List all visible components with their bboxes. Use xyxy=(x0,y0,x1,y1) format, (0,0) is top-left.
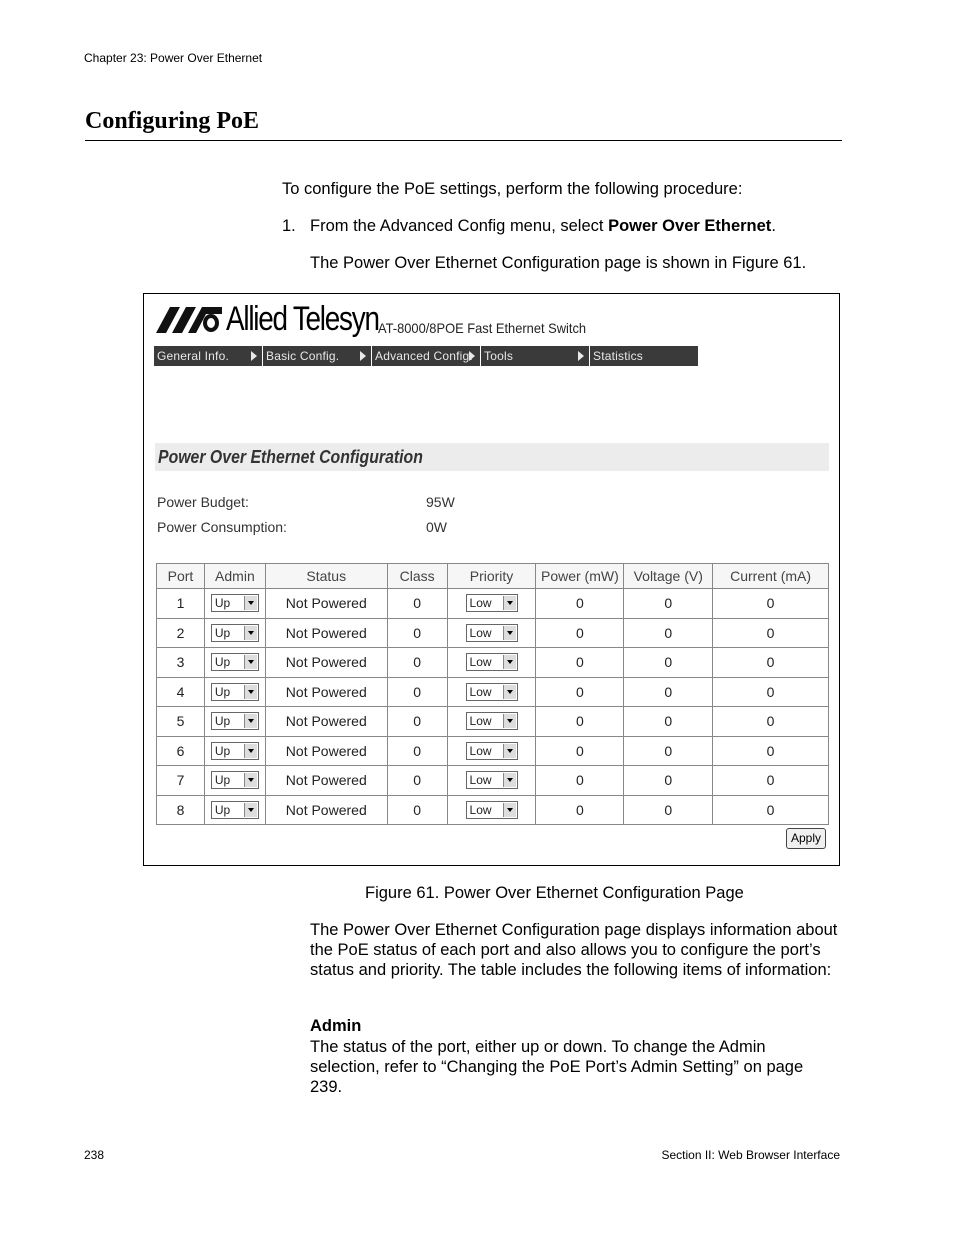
step-note: The Power Over Ethernet Configuration page is shown in Figure 61. xyxy=(310,254,807,272)
power-cell: 0 xyxy=(536,589,624,619)
table-row xyxy=(157,795,829,825)
table-row xyxy=(157,766,829,796)
status-cell: Not Powered xyxy=(265,589,387,619)
select-value: Up xyxy=(214,684,231,699)
chevron-down-icon xyxy=(503,655,516,669)
current-cell: 0 xyxy=(713,736,829,766)
col-header-admin: Admin xyxy=(204,564,265,589)
apply-button[interactable]: Apply xyxy=(786,828,826,849)
class-cell: 0 xyxy=(387,795,447,825)
chevron-down-icon xyxy=(503,803,516,817)
class-cell: 0 xyxy=(387,589,447,619)
port-cell: 6 xyxy=(157,736,205,766)
menu-label: Tools xyxy=(484,349,514,363)
current-cell: 0 xyxy=(713,618,829,648)
admin-select[interactable] xyxy=(211,801,259,819)
priority-select[interactable] xyxy=(466,594,518,612)
status-cell: Not Powered xyxy=(265,795,387,825)
admin-cell xyxy=(204,677,265,707)
select-value: Up xyxy=(214,714,231,729)
table-row xyxy=(157,707,829,737)
priority-cell xyxy=(447,707,536,737)
admin-cell xyxy=(204,618,265,648)
allied-telesyn-logo-icon xyxy=(156,307,222,333)
class-cell: 0 xyxy=(387,648,447,678)
class-cell: 0 xyxy=(387,766,447,796)
admin-cell xyxy=(204,648,265,678)
chevron-down-icon xyxy=(244,626,257,640)
arrow-right-icon xyxy=(469,351,475,361)
menu-basic-config[interactable] xyxy=(263,346,371,366)
admin-cell xyxy=(204,736,265,766)
switch-model: AT-8000/8POE Fast Ethernet Switch xyxy=(378,320,587,336)
col-header-power: Power (mW) xyxy=(536,564,624,589)
priority-cell xyxy=(447,795,536,825)
voltage-cell: 0 xyxy=(624,707,713,737)
chevron-down-icon xyxy=(503,714,516,728)
power-cell: 0 xyxy=(536,677,624,707)
menu-general-info[interactable] xyxy=(154,346,262,366)
chevron-down-icon xyxy=(244,596,257,610)
admin-select[interactable] xyxy=(211,742,259,760)
footer-section: Section II: Web Browser Interface xyxy=(661,1148,840,1162)
select-value: Low xyxy=(469,596,492,611)
class-cell: 0 xyxy=(387,618,447,648)
col-header-port: Port xyxy=(157,564,205,589)
current-cell: 0 xyxy=(713,589,829,619)
menu-advanced-config[interactable] xyxy=(372,346,480,366)
col-header-current: Current (mA) xyxy=(713,564,829,589)
status-cell: Not Powered xyxy=(265,618,387,648)
power-cell: 0 xyxy=(536,795,624,825)
arrow-right-icon xyxy=(360,351,366,361)
chevron-down-icon xyxy=(244,803,257,817)
table-row xyxy=(157,677,829,707)
voltage-cell: 0 xyxy=(624,736,713,766)
port-cell: 5 xyxy=(157,707,205,737)
admin-text: The status of the port, either up or down. To change the Admin selection, refer to “Changing the PoE Port’s Admin Setting” on page 239. xyxy=(310,1038,804,1096)
admin-cell xyxy=(204,766,265,796)
port-cell: 4 xyxy=(157,677,205,707)
priority-cell xyxy=(447,618,536,648)
current-cell: 0 xyxy=(713,795,829,825)
port-cell: 7 xyxy=(157,766,205,796)
section-title: Configuring PoE xyxy=(85,108,260,134)
power-cell: 0 xyxy=(536,648,624,678)
power-budget-label: Power Budget: xyxy=(157,494,249,510)
admin-select[interactable] xyxy=(211,771,259,789)
title-rule xyxy=(85,140,842,141)
admin-cell xyxy=(204,707,265,737)
power-budget-value: 95W xyxy=(426,494,455,510)
select-value: Low xyxy=(469,684,492,699)
step-text: From the Advanced Config menu, select Power Over Ethernet. xyxy=(310,217,776,235)
select-value: Low xyxy=(469,714,492,729)
class-cell: 0 xyxy=(387,677,447,707)
power-consumption-value: 0W xyxy=(426,519,447,535)
select-value: Up xyxy=(214,743,231,758)
menu-statistics[interactable] xyxy=(590,346,698,366)
select-value: Up xyxy=(214,596,231,611)
voltage-cell: 0 xyxy=(624,618,713,648)
select-value: Up xyxy=(214,625,231,640)
class-cell: 0 xyxy=(387,736,447,766)
col-header-voltage: Voltage (V) xyxy=(624,564,713,589)
admin-select[interactable] xyxy=(211,653,259,671)
current-cell: 0 xyxy=(713,707,829,737)
poe-port-table xyxy=(156,563,829,825)
admin-cell xyxy=(204,589,265,619)
select-value: Low xyxy=(469,743,492,758)
admin-select[interactable] xyxy=(211,712,259,730)
chapter-header: Chapter 23: Power Over Ethernet xyxy=(84,51,263,65)
priority-select[interactable] xyxy=(466,742,518,760)
priority-cell xyxy=(447,677,536,707)
chevron-down-icon xyxy=(503,626,516,640)
chevron-down-icon xyxy=(503,744,516,758)
admin-select[interactable] xyxy=(211,594,259,612)
priority-select[interactable] xyxy=(466,624,518,642)
port-cell: 8 xyxy=(157,795,205,825)
brand-name: Allied Telesyn xyxy=(226,300,379,338)
current-cell: 0 xyxy=(713,677,829,707)
table-row xyxy=(157,618,829,648)
voltage-cell: 0 xyxy=(624,648,713,678)
voltage-cell: 0 xyxy=(624,766,713,796)
port-cell: 2 xyxy=(157,618,205,648)
current-cell: 0 xyxy=(713,648,829,678)
table-row xyxy=(157,736,829,766)
page-title: Power Over Ethernet Configuration xyxy=(158,447,423,467)
priority-select[interactable] xyxy=(466,653,518,671)
chevron-down-icon xyxy=(503,596,516,610)
select-value: Up xyxy=(214,773,231,788)
power-consumption-label: Power Consumption: xyxy=(157,519,287,535)
priority-select[interactable] xyxy=(466,771,518,789)
port-cell: 3 xyxy=(157,648,205,678)
chevron-down-icon xyxy=(244,773,257,787)
menu-label: Statistics xyxy=(593,349,644,363)
priority-cell xyxy=(447,648,536,678)
select-value: Low xyxy=(469,655,492,670)
select-value: Low xyxy=(469,773,492,788)
chevron-down-icon xyxy=(244,685,257,699)
chevron-down-icon xyxy=(503,685,516,699)
power-cell: 0 xyxy=(536,766,624,796)
priority-select[interactable] xyxy=(466,683,518,701)
col-header-class: Class xyxy=(387,564,447,589)
table-row xyxy=(157,648,829,678)
port-cell: 1 xyxy=(157,589,205,619)
admin-heading: Admin xyxy=(310,1017,362,1035)
status-cell: Not Powered xyxy=(265,766,387,796)
status-cell: Not Powered xyxy=(265,677,387,707)
intro-text: To configure the PoE settings, perform the following procedure: xyxy=(282,180,743,198)
chevron-down-icon xyxy=(244,744,257,758)
admin-select[interactable] xyxy=(211,624,259,642)
menu-label: Basic Config. xyxy=(266,349,340,363)
select-value: Low xyxy=(469,802,492,817)
table-row xyxy=(157,589,829,619)
description-text: The Power Over Ethernet Configuration page displays information about the PoE status of each port and also allows you to configure the port’s status and priority. The table includes the following items of information: xyxy=(310,921,838,979)
menu-label: General Info. xyxy=(157,349,229,363)
priority-cell xyxy=(447,766,536,796)
priority-cell xyxy=(447,589,536,619)
status-cell: Not Powered xyxy=(265,707,387,737)
admin-select[interactable] xyxy=(211,683,259,701)
power-cell: 0 xyxy=(536,618,624,648)
status-cell: Not Powered xyxy=(265,736,387,766)
chevron-down-icon xyxy=(503,773,516,787)
admin-cell xyxy=(204,795,265,825)
col-header-priority: Priority xyxy=(447,564,536,589)
priority-select[interactable] xyxy=(466,801,518,819)
menu-tools[interactable] xyxy=(481,346,589,366)
priority-select[interactable] xyxy=(466,712,518,730)
arrow-right-icon xyxy=(578,351,584,361)
power-cell: 0 xyxy=(536,707,624,737)
chevron-down-icon xyxy=(244,714,257,728)
col-header-status: Status xyxy=(265,564,387,589)
status-cell: Not Powered xyxy=(265,648,387,678)
page-number: 238 xyxy=(84,1148,105,1162)
voltage-cell: 0 xyxy=(624,677,713,707)
current-cell: 0 xyxy=(713,766,829,796)
table-header-row xyxy=(157,564,829,589)
figure-caption: Figure 61. Power Over Ethernet Configuration Page xyxy=(365,884,744,902)
voltage-cell: 0 xyxy=(624,589,713,619)
class-cell: 0 xyxy=(387,707,447,737)
main-menu xyxy=(154,346,698,366)
step-number: 1. xyxy=(282,217,296,235)
arrow-right-icon xyxy=(251,351,257,361)
priority-cell xyxy=(447,736,536,766)
voltage-cell: 0 xyxy=(624,795,713,825)
chevron-down-icon xyxy=(244,655,257,669)
power-cell: 0 xyxy=(536,736,624,766)
select-value: Up xyxy=(214,655,231,670)
menu-label: Advanced Config. xyxy=(375,349,473,363)
select-value: Up xyxy=(214,802,231,817)
select-value: Low xyxy=(469,625,492,640)
